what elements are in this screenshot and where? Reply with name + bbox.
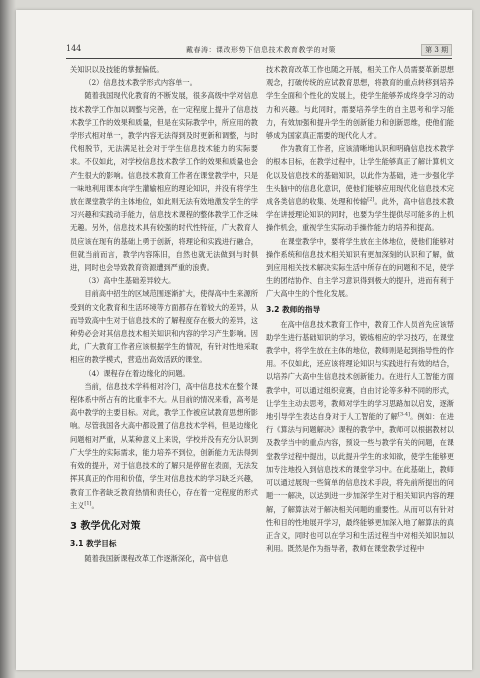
page-number: 144 [66,44,82,53]
issue-tab: 第 3 期 [421,44,452,56]
paragraph [266,318,454,556]
subsection-heading: 3.2 教师的指导 [266,304,321,314]
right-column [266,63,454,658]
paragraph-text: 在高中信息技术教育工作中，教育工作人员首先应该帮助学生进行基础知识的学习，锻炼相应的学习技巧，在课堂教学中，将学生放在主体的地位，教师则是起到指导性的作用。不仅如此，还应该将理论知识与实践进行有效的结合，以培养广大高中生信息技术创新能力。在进行人工智能方面教学中，可以通过组织竞赛，自由讨论等多种不同的形式，让学生主动去思考，教师对学生的学习思路加以启发，逐渐地引导学生表达自身对于人工智能的了解 [266,319,454,422]
paragraph: 目前高中招生的区域范围逐渐扩大，使得高中生来源所受到的文化教育和生活环境等方面都存在着较大的差异，从而导致高中生对于信息技术的了解程度存在极大的差异，这种势必会对其信息技术相关知识和内容的学习产生影响。因此，广大教育工作者应该根据学生的情况，有针对性地采取相应的教学模式，营造出高效活跃的课堂。 [70,289,258,365]
paragraph: 随着我国新课程改革工作逐渐深化，高中信息 [84,553,229,563]
subsection-heading: 3.1 教学目标 [70,538,117,548]
citation-ref: [1] [84,500,92,507]
header-rule [66,58,452,59]
paragraph-text: 。 [91,500,99,510]
paragraph [266,142,454,234]
section-heading: 3 教学优化对策 [70,520,141,532]
list-heading: （4）课程存在着边缘化的问题。 [84,368,190,378]
paragraph-text: 。此外，高中信息技术教学在讲授理论知识的同时，也要为学生提供尽可能多的上机操作机会，重视学生实际动手操作能力的培养和提高。 [266,197,454,233]
paragraph: 在课堂教学中，要将学生放在主体地位，使他们能够对操作系统和信息技术相关知识有更加深刻的认识和了解，做到应用相关技术解决实际生活中所存在的问题和不足，使学生的团结协作、自主学习意识得到极大的提升，进而有利于广大高中生的个性化发展。 [266,236,454,299]
list-heading: （2）信息技术教学形式内容单一。 [84,78,197,88]
paragraph: 随着我国现代化教育的不断发展，很多高级中学对信息技术教学工作加以调整与完善，在一定程度上提升了信息技术教学工作的效果和质量，但是在实际教学中，所应用的教学形式相对单一，教学内容无法得到及时更新和调整，与时代相脱节，无法满足社会对于学生信息技术能力的实际要求。不仅如此，对学校信息技术教学工作的效果和质量也会产生很大的影响。信息技术教育工作者在课堂教学中，只是一味地利用课本向学生灌输相应的理论知识，并没有将学生放在课堂教学的主体地位，如此则无法有效地激发学生的学习兴趣和实践动手能力，信息技术课程的整体教学工作乏味无趣。另外，信息技术具有较强的时代性特征，广大教育人员应该在现有的基础上勇于创新，将理论和实践进行融合，但就当前而言，教学内容陈旧，自然也就无法做到与时俱进，同时也会导致教育资源遭到严重的浪费。 [70,91,258,273]
paragraph-text: 作为教育工作者，应该清晰地认识和明确信息技术教学的根本目标，在教学过程中，让学生能够真正了解计算机文化以及信息技术的基础知识，以此作为基础，进一步强化学生头脑中的信息化意识，使他们能够应用现代化信息技术完成各类信息的收集、处理和传输 [266,144,454,207]
left-column [70,63,258,658]
paragraph-text: 。例如：在进行《算法与问题解决》课程的教学中，教师可以根据教材以及教学当中的重点内容，预设一些与教学有关的问题，在课堂教学过程中提出，以此提升学生的求知欲，使学生能够更加专注地投入到信息技术的课堂学习中。在此基础上，教师可以通过展现一些简单的信息技术手段，将先前所提出的问题一一解决，以达到进一步加深学生对于相关知识内容的理解，了解算法对于解决相关问题的重要性。从而可以有针对性和目的性地展开学习，最终能够更加深入地了解算法的真正含义，同时也可以在学习和生活过程当中对相关知识加以利用。既然是作为指导者，教师在课堂教学过程中 [266,412,454,554]
paragraph [70,380,258,512]
running-title: 戴春涛：课改形势下信息技术教育教学的对策 [186,46,336,54]
list-heading: （3）高中生基础差异较大。 [84,276,176,286]
citation-ref: [3-4] [398,411,410,418]
running-header [66,44,452,58]
page-binding-shadow [0,0,16,678]
paragraph: 技术教育改革工作也随之开展，相关工作人员需要革新思想观念，打破传统的应试教育思想，将教育的重点转移到培养学生全面和个性化的发展上，使学生能够养成终身学习的动力和兴趣。与此同时，需要培养学生的自主思考和学习能力，有效加强和提升学生的创新能力和创新思维，使他们能够成为国家真正需要的现代化人才。 [266,65,454,141]
paragraph: 关知识以及技能的掌握偏低。 [70,65,164,74]
paragraph-text: 当前，信息技术学科相对冷门，高中信息技术在整个课程体系中所占有的比重非不大。从目前的情况来看，高考是高中教学的主要目标。对此，教学工作被应试教育思想所影响。尽管我国各大高中都设置了信息技术学科，但是边缘化问题相对严重，从某种意义上来说，学校并没有充分认识到广大学生的实际需求，能力培养不到位，创新能力无法得到有效的提升，对于信息技术的了解只是停留在表面，无法发挥其真正的作用和价值，学生对信息技术的学习缺乏兴趣，教育工作者缺乏教育热情和责任心，存在着一定程度的形式主义 [70,381,258,510]
citation-ref: [2] [367,196,375,203]
